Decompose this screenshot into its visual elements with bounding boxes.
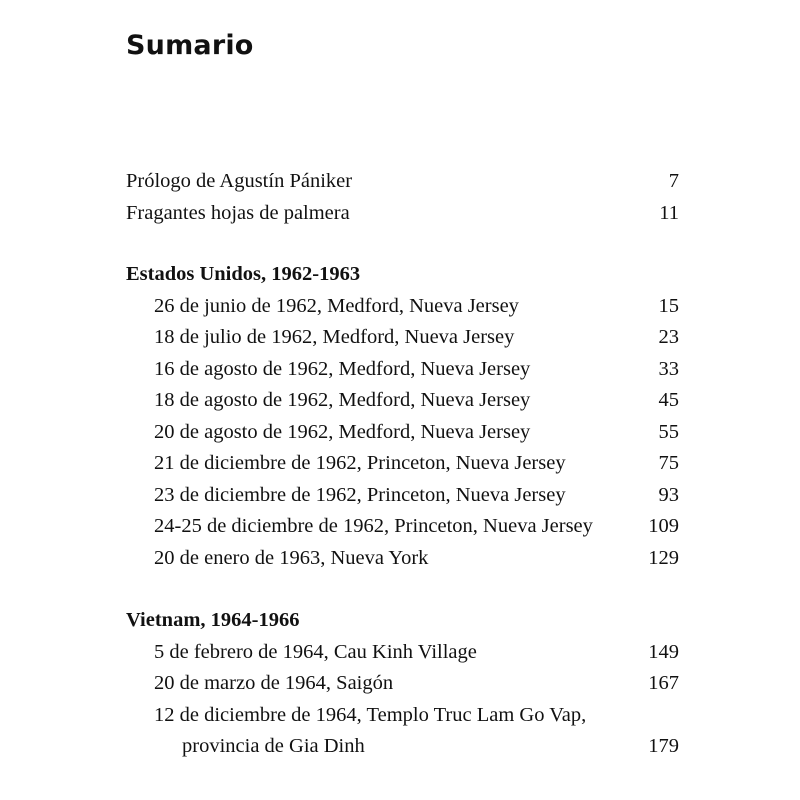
toc-entry-page: 179 [648, 735, 679, 757]
toc-entry-title-continuation: provincia de Gia Dinh [182, 735, 365, 757]
toc-entry-page: 149 [648, 640, 679, 663]
page-title: Sumario [126, 30, 254, 61]
toc-entry-title: 20 de enero de 1963, Nueva York [154, 546, 429, 569]
toc-entry[interactable] [126, 448, 679, 480]
toc-entry-page: 55 [658, 420, 679, 443]
toc-entry-page: 93 [658, 483, 679, 506]
toc-entry-page: 129 [648, 546, 679, 569]
toc-entry-title: 26 de junio de 1962, Medford, Nueva Jersey [154, 294, 519, 317]
toc-entry-title: 23 de diciembre de 1962, Princeton, Nueva Jersey [154, 483, 566, 506]
toc-entry-page: 45 [658, 389, 679, 411]
toc-entry-title: 20 de marzo de 1964, Saigón [154, 672, 394, 694]
toc-entry[interactable] [126, 543, 679, 575]
toc-entry-fragantes[interactable] [126, 198, 679, 230]
table-of-contents [126, 166, 679, 763]
toc-entry-title: 18 de julio de 1962, Medford, Nueva Jersey [154, 326, 515, 348]
toc-entry[interactable] [126, 417, 679, 449]
toc-entry-title: 5 de febrero de 1964, Cau Kinh Village [154, 640, 477, 663]
toc-entry[interactable] [126, 511, 679, 543]
toc-entry[interactable] [126, 700, 679, 732]
toc-entry-page: 167 [648, 672, 679, 694]
toc-entry-page: 7 [668, 170, 679, 192]
toc-entry-page: 75 [658, 452, 679, 474]
toc-entry-title: 12 de diciembre de 1964, Templo Truc Lam Go Vap, [154, 703, 587, 726]
toc-entry-title: 21 de diciembre de 1962, Princeton, Nueva Jersey [154, 452, 566, 474]
toc-entry-page: 33 [658, 357, 679, 380]
toc-entry[interactable] [126, 668, 679, 700]
toc-entry[interactable] [126, 291, 679, 323]
toc-entry-title: 20 de agosto de 1962, Medford, Nueva Jersey [154, 420, 531, 443]
section-heading-estados-unidos: Estados Unidos, 1962-1963 [126, 263, 361, 285]
toc-entry[interactable] [126, 322, 679, 354]
toc-entry-title: 24-25 de diciembre de 1962, Princeton, Nueva Jersey [154, 515, 593, 537]
toc-entry[interactable] [126, 385, 679, 417]
toc-entry-page: 109 [648, 515, 679, 537]
toc-entry-page: 23 [658, 326, 679, 348]
toc-entry-page: 11 [659, 201, 679, 224]
toc-entry-title: 16 de agosto de 1962, Medford, Nueva Jersey [154, 357, 531, 380]
toc-entry-prologue[interactable] [126, 166, 679, 198]
toc-entry-title: Fragantes hojas de palmera [126, 201, 350, 224]
toc-entry-page: 15 [658, 294, 679, 317]
toc-entry-title: Prólogo de Agustín Pániker [126, 170, 353, 192]
toc-entry[interactable] [126, 480, 679, 512]
toc-entry[interactable] [126, 354, 679, 386]
section-heading-vietnam: Vietnam, 1964-1966 [126, 609, 300, 631]
toc-entry-continuation[interactable] [126, 731, 679, 763]
toc-entry[interactable] [126, 637, 679, 669]
toc-entry-title: 18 de agosto de 1962, Medford, Nueva Jersey [154, 389, 531, 411]
